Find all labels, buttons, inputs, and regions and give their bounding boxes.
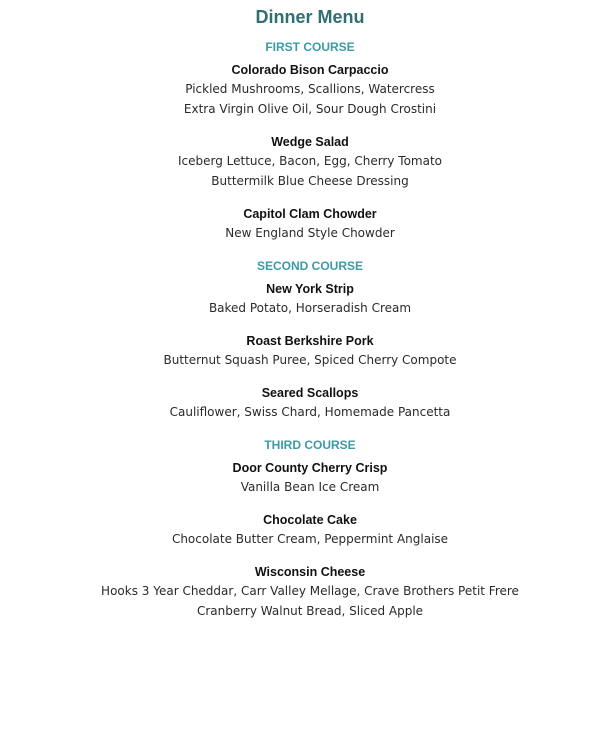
course-heading-third: THIRD COURSE — [264, 438, 356, 452]
dish-description: Pickled Mushrooms, Scallions, Watercress — [185, 82, 435, 96]
dish-description: Hooks 3 Year Cheddar, Carr Valley Mellage, Crave Brothers Petit Frere — [101, 584, 519, 598]
dish-name: Chocolate Cake — [263, 513, 357, 527]
dish-colorado-bison-carpaccio — [0, 61, 608, 120]
dish-description: Cauliflower, Swiss Chard, Homemade Pancetta — [169, 405, 451, 419]
dish-new-york-strip — [0, 280, 608, 319]
dish-description: Buttermilk Blue Cheese Dressing — [211, 174, 409, 188]
dish-name: Door County Cherry Crisp — [232, 461, 388, 475]
menu-title: Dinner Menu — [255, 7, 365, 27]
dish-name: Wisconsin Cheese — [254, 565, 366, 579]
dish-name: Colorado Bison Carpaccio — [231, 63, 389, 77]
dish-name: Seared Scallops — [261, 386, 359, 400]
dish-wedge-salad — [0, 133, 608, 192]
dish-description: Iceberg Lettuce, Bacon, Egg, Cherry Tomato — [177, 154, 443, 168]
dish-description: Chocolate Butter Cream, Peppermint Anglaise — [171, 532, 449, 546]
dish-description: Baked Potato, Horseradish Cream — [208, 301, 412, 315]
dish-name: Capitol Clam Chowder — [243, 207, 377, 221]
dish-chocolate-cake — [0, 511, 608, 550]
dish-capitol-clam-chowder — [0, 205, 608, 244]
dish-description: Extra Virgin Olive Oil, Sour Dough Crostini — [183, 102, 437, 116]
dish-description: New England Style Chowder — [225, 226, 395, 240]
course-heading-first: FIRST COURSE — [265, 40, 355, 54]
dish-description: Vanilla Bean Ice Cream — [240, 480, 380, 494]
dish-description: Butternut Squash Puree, Spiced Cherry Compote — [163, 353, 457, 367]
course-heading-second: SECOND COURSE — [256, 259, 363, 273]
dish-description: Cranberry Walnut Bread, Sliced Apple — [196, 604, 424, 618]
dish-seared-scallops — [0, 384, 608, 423]
dish-name: New York Strip — [266, 282, 354, 296]
dish-name: Wedge Salad — [271, 135, 349, 149]
dish-roast-berkshire-pork — [0, 332, 608, 371]
dish-name: Roast Berkshire Pork — [246, 334, 374, 348]
dish-door-county-cherry-crisp — [0, 459, 608, 498]
dish-wisconsin-cheese — [0, 563, 608, 622]
